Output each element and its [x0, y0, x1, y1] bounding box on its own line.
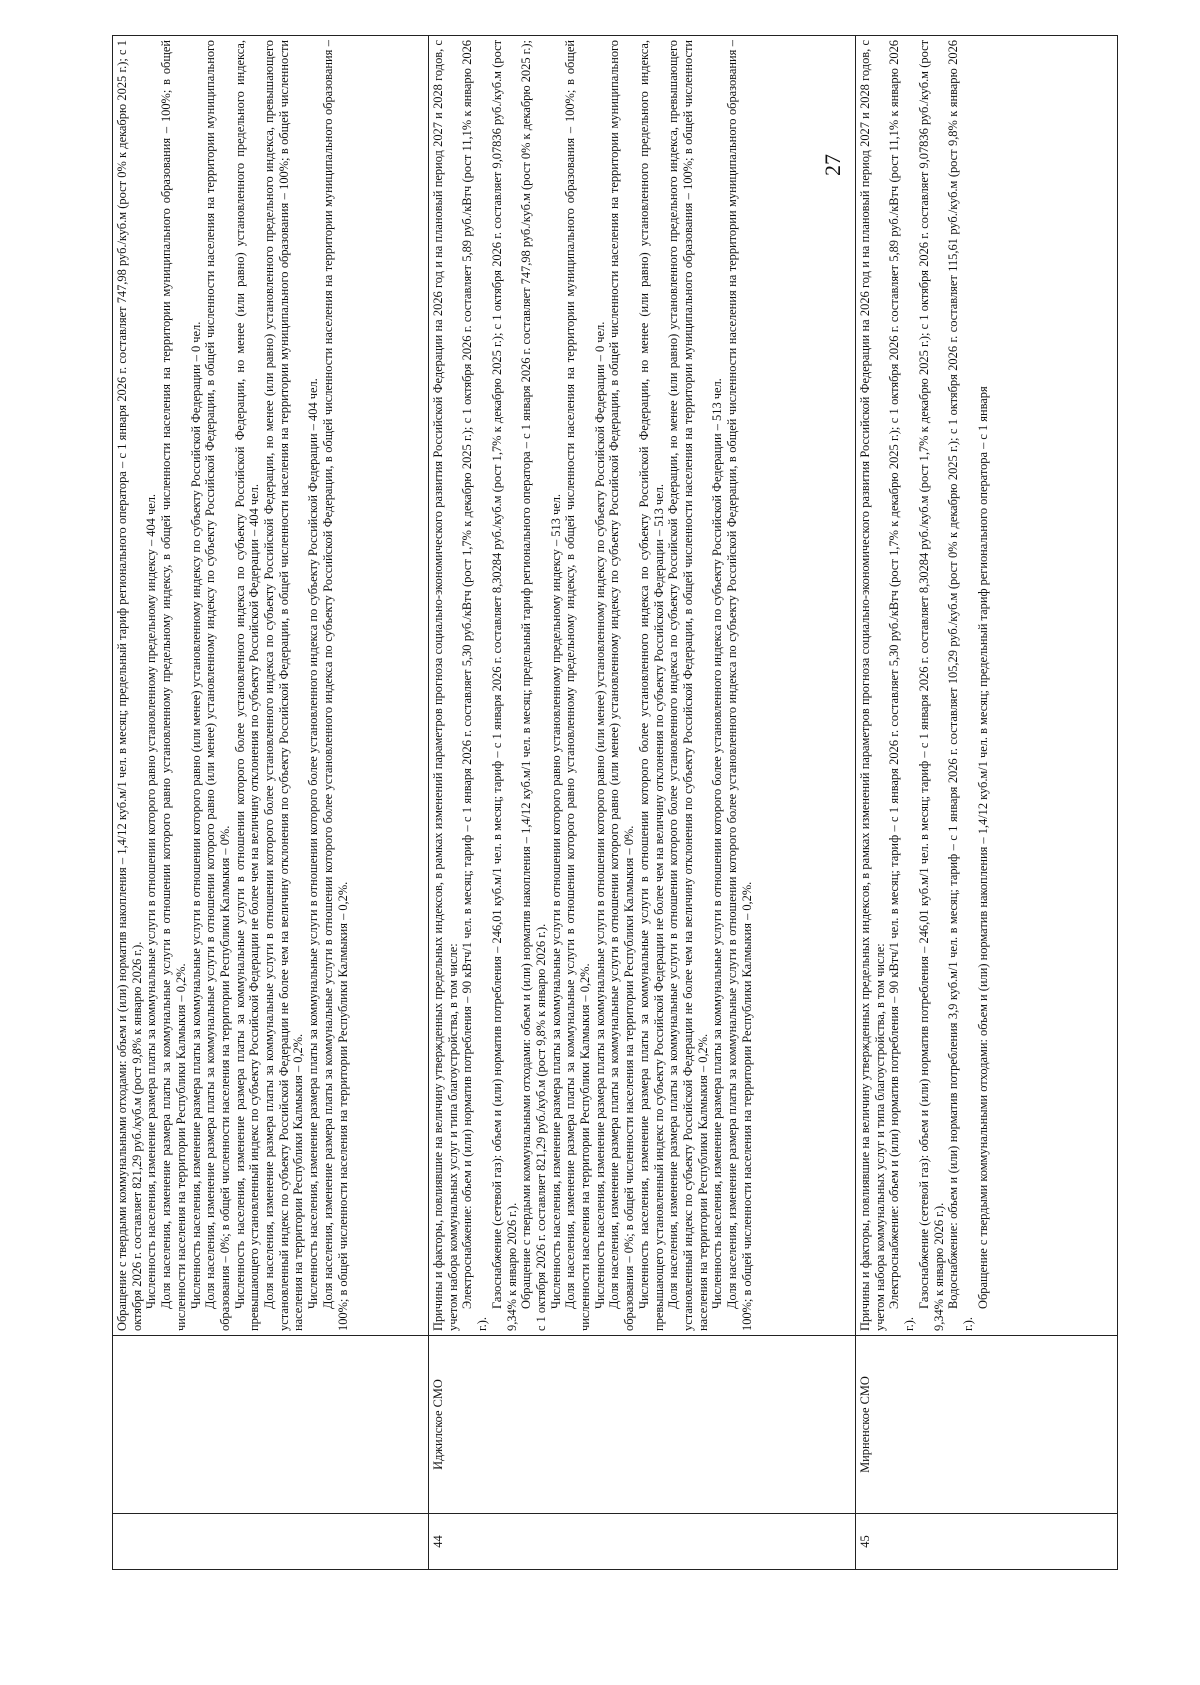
row-description [429, 36, 856, 1336]
paragraph: Численность населения, изменение размера платы за коммунальные услуги в отношении которого более установленного индекса по субъекту Российской Федерации, но менее (или равно) установленного предельного индекса, превышающего установленный индекс по субъекту Российской Федерации не более чем на величину отклонения по субъекту Российской Федерации – 513 чел. [636, 40, 666, 1331]
paragraph: Численность населения, изменение размера платы за коммунальные услуги в отношении которого более установленного индекса по субъекту Российской Федерации, но менее (или равно) установленного предельного индекса, превышающего установленный индекс по субъекту Российской Федерации не более чем на величину отклонения по субъекту Российской Федерации – 404 чел. [232, 40, 262, 1331]
paragraph: Газоснабжение (сетевой газ): объем и (или) норматив потребления – 246,01 куб.м/1 чел. в месяц; тариф – с 1 января 2026 г. составляет 8,30284 руб./куб.м (рост 1,7% к декабрю 2025 г.); с 1 октября 2026 г. составляет 9,07836 руб./куб.м (рост 9,34% к январю 2026 г.). [916, 40, 946, 1331]
paragraph: Обращение с твердыми коммунальными отходами: объем и (или) норматив накопления – 1,4/12 куб.м/1 чел. в месяц; предельный тариф регионального оператора – с 1 января 2026 г. составляет 747,98 руб./куб.м (рост 0% к декабрю 2025 г.); с 1 октября 2026 г. составляет 821,29 руб./куб.м (рост 9,8% к январю 2026 г.). [115, 40, 144, 1331]
paragraph: Доля населения, изменение размера платы за коммунальные услуги в отношении которого равно установленному предельному индексу, в общей численности населения на территории муниципального образования – 100%; в общей численности населения на территории Республики Калмыкия – 0,2%. [563, 40, 593, 1331]
municipality-name [113, 1336, 429, 1514]
paragraph: Доля населения, изменение размера платы за коммунальные услуги в отношении которого более установленного индекса по субъекту Российской Федерации, но менее (или равно) установленного предельного индекса, превышающего установленный индекс по субъекту Российской Федерации не более чем на величину отклонения по субъекту Российской Федерации, в общей численности населения на территории муниципального образования – 100%; в общей численности населения на территории Республики Калмыкия – 0,2%. [666, 40, 710, 1331]
paragraph: Численность населения, изменение размера платы за коммунальные услуги в отношении которого равно установленному предельному индексу – 404 чел. [144, 494, 159, 1309]
municipality-name: Мирненское СМО [856, 1336, 1118, 1514]
paragraph: Численность населения, изменение размера платы за коммунальные услуги в отношении которого равно (или менее) установленному индексу по субъекту Российской Федерации – 0 чел. [592, 321, 607, 1309]
row-description [856, 36, 1118, 1336]
row-number [113, 1514, 429, 1570]
table-row [856, 36, 1118, 1570]
paragraph: Обращение с твердыми коммунальными отходами: объем и (или) норматив накопления – 1,4/12 куб.м/1 чел. в месяц; предельный тариф регионального оператора – с 1 января 2026 г. составляет 747,98 руб./куб.м (рост 0% к декабрю 2025 г.); с 1 октября 2026 г. составляет 821,29 руб./куб.м (рост 9,8% к январю 2026 г.). [519, 40, 548, 1331]
paragraph: Обращение с твердыми коммунальными отходами: объем и (или) норматив накопления – 1,4/12 куб.м/1 чел. в месяц; предельный тариф регионального оператора – с 1 января [975, 386, 990, 1309]
rotated-page-content [112, 35, 1117, 1570]
indices-table [112, 35, 1118, 1570]
paragraph: Доля населения, изменение размера платы за коммунальные услуги в отношении которого равно (или менее) установленному индексу по субъекту Российской Федерации, в общей численности населения на территории муниципального образования – 0%; в общей численности населения на территории Республики Калмыкия – 0%. [203, 40, 232, 1331]
page-number: 27 [820, 154, 845, 176]
row-number: 44 [429, 1514, 856, 1570]
paragraph: Доля населения, изменение размера платы за коммунальные услуги в отношении которого более установленного индекса по субъекту Российской Федерации, в общей численности населения на территории муниципального образования – 100%; в общей численности населения на территории Республики Калмыкия – 0,2%. [320, 40, 350, 1331]
paragraph: Численность населения, изменение размера платы за коммунальные услуги в отношении которого более установленного индекса по субъекту Российской Федерации – 513 чел. [710, 378, 725, 1309]
paragraph: Причины и факторы, повлиявшие на величину утвержденных предельных индексов, в рамках изменений параметров прогноза социально-экономического развития Российской Федерации на 2026 год и на плановый период 2027 и 2028 годов, с учетом набора коммунальных услуг и типа благоустройства, в том числе: [431, 40, 460, 1331]
paragraph: Доля населения, изменение размера платы за коммунальные услуги в отношении которого более установленного индекса по субъекту Российской Федерации, в общей численности населения на территории муниципального образования – 100%; в общей численности населения на территории Республики Калмыкия – 0,2%. [725, 40, 754, 1331]
paragraph: Водоснабжение: объем и (или) норматив потребления 3,9 куб.м/1 чел. в месяц; тариф – с 1 января 2026 г. составляет 105,29 руб./куб.м (рост 0% к декабрю 2025 г.); с 1 октября 2026 г. составляет 115,61 руб./куб.м (рост 9,8% к январю 2026 г.). [946, 40, 975, 1331]
paragraph: Доля населения, изменение размера платы за коммунальные услуги в отношении которого равно (или менее) установленному индексу по субъекту Российской Федерации, в общей численности населения на территории муниципального образования – 0%; в общей численности населения на территории Республики Калмыкия – 0%. [607, 40, 637, 1331]
paragraph: Газоснабжение (сетевой газ): объем и (или) норматив потребления – 246,01 куб.м/1 чел. в месяц; тариф – с 1 января 2026 г. составляет 8,30284 руб./куб.м (рост 1,7% к декабрю 2025 г.); с 1 октября 2026 г. составляет 9,07836 руб./куб.м (рост 9,34% к январю 2026 г.). [489, 40, 519, 1331]
paragraph: Доля населения, изменение размера платы за коммунальные услуги в отношении которого более установленного индекса по субъекту Российской Федерации, но менее (или равно) установленного предельного индекса, превышающего установленный индекс по субъекту Российской Федерации не более чем на величину отклонения по субъекту Российской Федерации, в общей численности населения на территории муниципального образования – 100%; в общей численности населения на территории Республики Калмыкия – 0,2%. [262, 40, 306, 1331]
paragraph: Численность населения, изменение размера платы за коммунальные услуги в отношении которого равно установленному предельному индексу – 513 чел. [548, 494, 563, 1309]
municipality-name: Иджилское СМО [429, 1336, 856, 1514]
paragraph: Причины и факторы, повлиявшие на величину утвержденных предельных индексов, в рамках изменений параметров прогноза социально-экономического развития Российской Федерации на 2026 год и на плановый период 2027 и 2028 годов, с учетом набора коммунальных услуг и типа благоустройства, в том числе: [858, 40, 887, 1331]
paragraph: Доля населения, изменение размера платы за коммунальные услуги в отношении которого равно установленному предельному индексу, в общей численности населения на территории муниципального образования – 100%; в общей численности населения на территории Республики Калмыкия – 0,2%. [159, 40, 188, 1331]
paragraph: Электроснабжение: объем и (или) норматив потребления – 90 кВтч/1 чел. в месяц; тариф – с 1 января 2026 г. составляет 5,30 руб./кВтч (рост 1,7% к декабрю 2025 г.); с 1 октября 2026 г. составляет 5,89 руб./кВтч (рост 11,1% к январю 2026 г.). [887, 40, 917, 1331]
row-description [113, 36, 429, 1336]
row-number: 45 [856, 1514, 1118, 1570]
paragraph: Электроснабжение: объем и (или) норматив потребления – 90 кВтч/1 чел. в месяц; тариф – с 1 января 2026 г. составляет 5,30 руб./кВтч (рост 1,7% к декабрю 2025 г.); с 1 октября 2026 г. составляет 5,89 руб./кВтч (рост 11,1% к январю 2026 г.). [460, 40, 490, 1331]
paragraph: Численность населения, изменение размера платы за коммунальные услуги в отношении которого равно (или менее) установленному индексу по субъекту Российской Федерации – 0 чел. [188, 321, 203, 1309]
paragraph: Численность населения, изменение размера платы за коммунальные услуги в отношении которого более установленного индекса по субъекту Российской Федерации – 404 чел. [306, 378, 321, 1309]
table-row [429, 36, 856, 1570]
table-row [113, 36, 429, 1570]
